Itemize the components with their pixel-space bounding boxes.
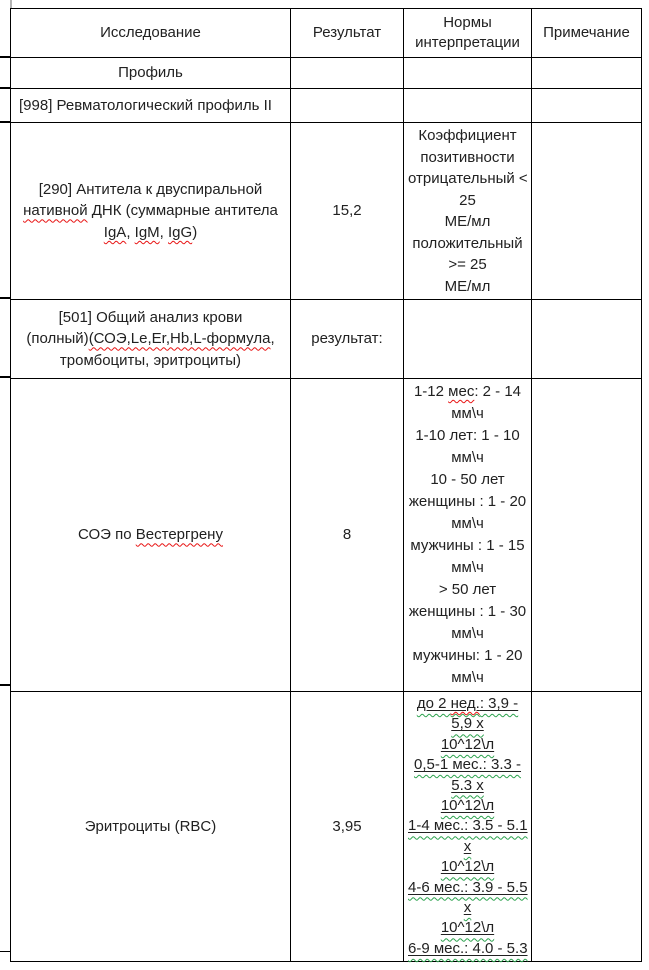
- row-border-overhang: [0, 951, 11, 953]
- cell-norms-290[interactable]: Коэффициент позитивности отрицательный < 25 МЕ/мл положительный >= 25 МЕ/мл: [404, 123, 532, 300]
- cell-study-profile[interactable]: Профиль: [11, 58, 291, 89]
- row-border-overhang: [0, 297, 11, 299]
- cell-norms-profile[interactable]: [404, 58, 532, 89]
- spellcheck-underline: нативной: [23, 202, 88, 220]
- cell-note-998[interactable]: [532, 89, 642, 123]
- spellcheck-underline: мес: [448, 383, 475, 400]
- cell-result-profile[interactable]: [291, 58, 404, 89]
- underlined-text: [441, 858, 494, 875]
- col-header-study: Исследование: [11, 9, 291, 58]
- cell-note-rbc[interactable]: [532, 692, 642, 962]
- cell-result-290[interactable]: 15,2: [291, 123, 404, 300]
- underlined-text: [441, 919, 494, 936]
- grammar-underline: 10^12\л: [440, 735, 495, 753]
- grammar-underline: нед.: [450, 695, 480, 712]
- table-row: [11, 379, 642, 692]
- underlined-text: [441, 797, 494, 814]
- spellcheck-underline: [451, 695, 480, 712]
- underlined-text: [451, 715, 484, 732]
- col-header-result: Результат: [291, 9, 404, 58]
- cell-study-501[interactable]: [501] Общий анализ крови (полный)(СОЭ,Le,Er,Hb,L-формула, тромбоциты, эритроциты): [11, 300, 291, 379]
- grammar-underline: х: [463, 837, 472, 855]
- grammar-underline: 5.3 х: [451, 776, 484, 794]
- cell-result-soe[interactable]: 8: [291, 379, 404, 692]
- lab-results-table: [10, 8, 642, 962]
- cell-study-rbc[interactable]: Эритроциты (RBC): [11, 692, 291, 962]
- table-header-row: [11, 9, 642, 58]
- grammar-underline: 0,5-1 мес.: 3.3 -: [413, 756, 522, 774]
- underlined-text: [464, 899, 472, 916]
- page-edge-tick: [10, 0, 12, 8]
- underlined-text: [414, 756, 521, 773]
- cell-study-290[interactable]: [290] Антитела к двуспиральной нативной ДНК (суммарные антитела IgA, IgM, IgG): [11, 123, 291, 300]
- cell-norms-501[interactable]: [404, 300, 532, 379]
- row-border-overhang: [0, 56, 11, 58]
- underlined-text: [441, 736, 494, 753]
- table-row: [11, 58, 642, 89]
- cell-result-501[interactable]: результат:: [291, 300, 404, 379]
- underlined-text: [480, 695, 518, 712]
- grammar-underline: 10^12\л: [440, 919, 495, 937]
- spellcheck-underline: Вестергрену: [135, 526, 223, 544]
- spellcheck-underline: IgG: [168, 223, 193, 241]
- col-header-note: Примечание: [532, 9, 642, 58]
- cell-study-soe[interactable]: СОЭ по Вестергрену: [11, 379, 291, 692]
- table-row: [11, 692, 642, 962]
- cell-note-soe[interactable]: [532, 379, 642, 692]
- table-row: [11, 89, 642, 123]
- cell-norms-soe[interactable]: 1-12 мес: 2 - 14 мм\ч 1-10 лет: 1 - 10 мм\ч 10 - 50 лет женщины : 1 - 20 мм\ч мужчины : 1 - 15 мм\ч > 50 лет женщины : 1 - 30 мм\ч мужчины: 1 - 20 мм\ч: [404, 379, 532, 692]
- grammar-underline: 1-4 мес.: 3.5 - 5.1: [408, 817, 528, 835]
- grammar-underline: 4-6 мес.: 3.9 - 5.5: [408, 878, 528, 896]
- grammar-underline: 10^12\л: [440, 797, 495, 815]
- cell-note-290[interactable]: [532, 123, 642, 300]
- cell-result-998[interactable]: [291, 89, 404, 123]
- cell-norms-998[interactable]: [404, 89, 532, 123]
- row-border-overhang: [0, 376, 11, 378]
- grammar-underline: до 2: [416, 695, 451, 712]
- spellcheck-underline: (СОЭ,Le,Er,Hb,L-формула: [88, 330, 271, 348]
- grammar-underline: 10^12\л: [440, 858, 495, 876]
- underlined-text: [408, 817, 528, 834]
- cell-note-501[interactable]: [532, 300, 642, 379]
- cell-study-998[interactable]: [998] Ревматологический профиль II: [11, 89, 291, 123]
- underlined-text: [408, 879, 528, 896]
- row-border-overhang: [0, 121, 11, 123]
- cell-norms-rbc[interactable]: [404, 692, 532, 962]
- spellcheck-underline: IgA: [103, 223, 127, 241]
- underlined-text: [408, 940, 528, 957]
- grammar-underline: х: [463, 899, 472, 917]
- underlined-text: [464, 838, 472, 855]
- underlined-text: [417, 695, 451, 712]
- spellcheck-underline: IgM: [134, 223, 160, 241]
- underlined-text: [451, 695, 480, 712]
- cell-result-rbc[interactable]: 3,95: [291, 692, 404, 962]
- table-row: [11, 300, 642, 379]
- col-header-norms: Нормы интерпретации: [404, 9, 532, 58]
- row-border-overhang: [0, 684, 11, 686]
- grammar-underline: 5,9 х: [451, 715, 484, 733]
- grammar-underline: 6-9 мес.: 4.0 - 5.3: [408, 939, 528, 957]
- row-border-overhang: [0, 87, 11, 89]
- underlined-text: [451, 777, 484, 794]
- cell-note-profile[interactable]: [532, 58, 642, 89]
- table-row: [11, 123, 642, 300]
- grammar-underline: : 3,9 -: [479, 695, 519, 712]
